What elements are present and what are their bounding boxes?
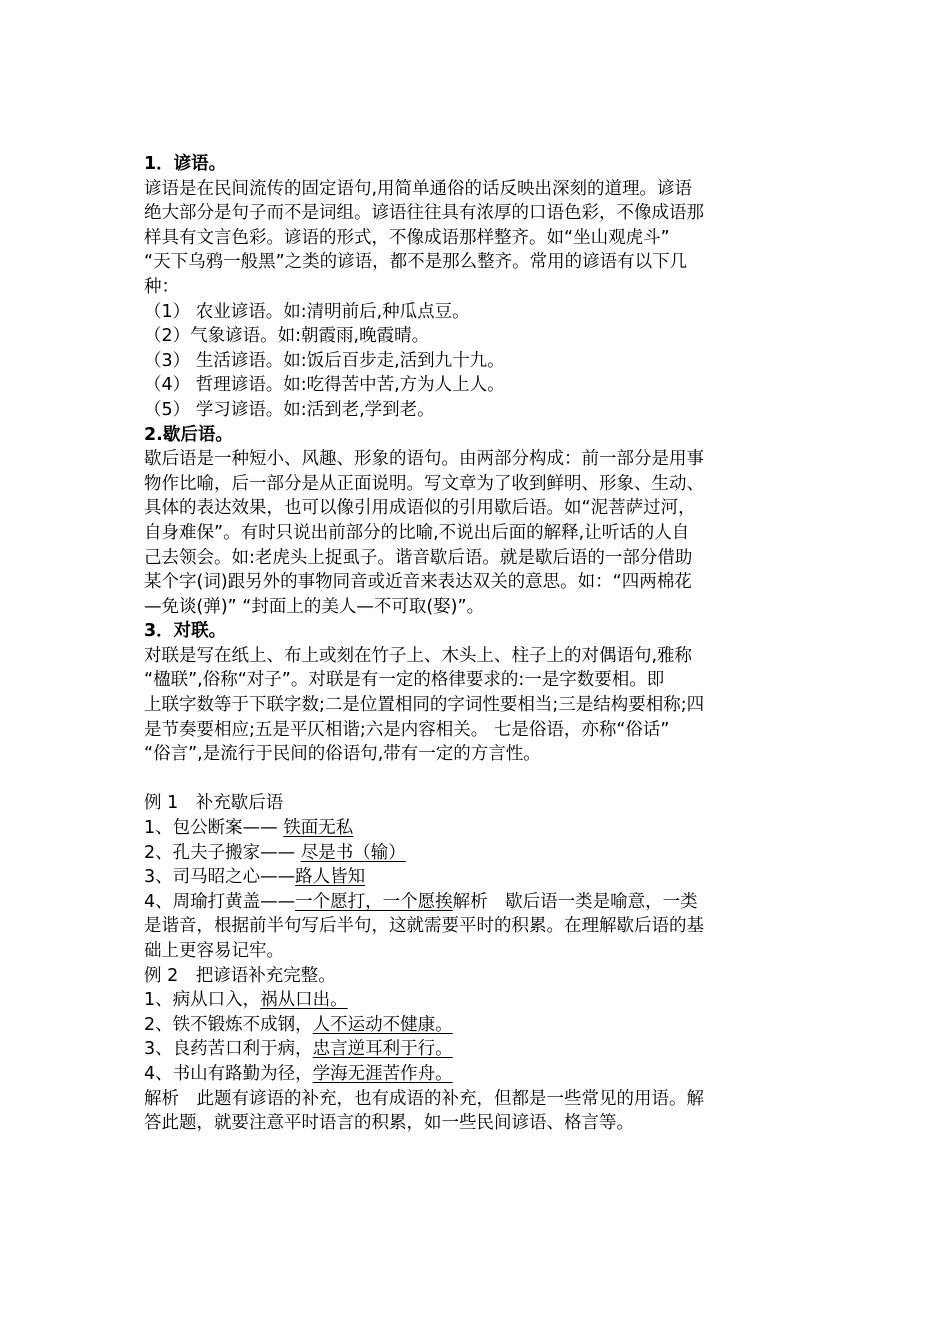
- paragraph-line: 己去领会。如:老虎头上捉虱子。谐音歇后语。就是歇后语的一部分借助: [144, 547, 693, 568]
- item-prefix: 2、铁不锻炼不成钢，: [144, 1014, 313, 1035]
- item-prefix: 3、司马昭之心——: [144, 867, 296, 888]
- analysis-line: 解析 此题有谚语的补充，也有成语的补充，但都是一些常见的用语。解: [144, 1088, 704, 1109]
- blank-line: [144, 767, 812, 792]
- list-item: （5） 学习谚语。如:活到老,学到老。: [144, 399, 435, 420]
- example-1-item: [144, 865, 812, 890]
- paragraph-line: 歇后语是一种短小、风趣、形象的语句。由两部分构成：前一部分是用事: [144, 449, 704, 470]
- item-answer: 忠言逆耳利于行。: [312, 1039, 453, 1060]
- paragraph-line: “楹联”,俗称“对子”。对联是有一定的格律要求的:一是字数要相。即: [144, 670, 665, 691]
- list-item: （3） 生活谚语。如:饭后百步走,活到九十九。: [144, 350, 505, 371]
- paragraph-line: 自身难保”。有时只说出前部分的比喻,不说出后面的解释,让听话的人自: [144, 522, 690, 543]
- example-2-item: [144, 1062, 812, 1087]
- item-answer: 人不运动不健康。: [312, 1014, 453, 1035]
- list-item: （2）气象谚语。如:朝霞雨,晚霞晴。: [144, 326, 430, 347]
- paragraph-line: 上联字数等于下联字数;二是位置相同的字词性要相当;三是结构要相称;四: [144, 695, 705, 716]
- example-2-item: [144, 1037, 812, 1062]
- section-heading-proverbs: 1．谚语。: [144, 154, 227, 174]
- paragraph-line: 某个字(词)跟另外的事物同音或近音来表达双关的意思。如：“四两棉花: [144, 572, 692, 593]
- item-prefix: 3、良药苦口利于病，: [144, 1039, 313, 1060]
- example-1-item: [144, 841, 812, 866]
- item-prefix: 4、书山有路勤为径，: [144, 1063, 313, 1084]
- example-1-item: [144, 890, 812, 915]
- item-answer: 学海无涯苦作舟。: [312, 1063, 453, 1084]
- paragraph-line: “天下乌鸦一般黑”之类的谚语，都不是那么整齐。常用的谚语有以下几: [144, 252, 688, 273]
- paragraph-line: 对联是写在纸上、布上或刻在竹子上、木头上、柱子上的对偶语句,雅称: [144, 645, 693, 666]
- paragraph-line: —免谈(弹)” “封面上的美人—不可取(娶)”。: [144, 596, 485, 617]
- item-answer: 一个愿打，一个愿挨: [295, 891, 453, 912]
- example-1-item: [144, 816, 812, 841]
- example-2-item: [144, 1013, 812, 1038]
- paragraph-line: 是谐音，根据前半句写后半句，这就需要平时的积累。在理解歇后语的基: [144, 916, 704, 937]
- list-item: （4） 哲理谚语。如:吃得苦中苦,方为人上人。: [144, 375, 505, 396]
- paragraph-line: 物作比喻，后一部分是从正面说明。写文章为了收到鲜明、形象、生动、: [144, 473, 704, 494]
- paragraph-line: 绝大部分是句子而不是词组。谚语往往具有浓厚的口语色彩，不像成语那: [144, 203, 704, 224]
- example-2-item: [144, 988, 812, 1013]
- section-heading-couplets: 3．对联。: [144, 621, 227, 642]
- paragraph-line: “俗言”,是流行于民间的俗语句,带有一定的方言性。: [144, 744, 541, 765]
- item-answer: 尽是书（输）: [300, 842, 406, 863]
- example-1-title: 例 1 补充歇后语: [144, 793, 284, 814]
- paragraph-line: 础上更容易记牢。: [144, 941, 284, 961]
- document-page: [144, 152, 812, 1136]
- section-heading-xiehouyu: 2.歇后语。: [144, 424, 233, 445]
- example-2-title: 例 2 把谚语补充完整。: [144, 965, 336, 986]
- paragraph-line: 种：: [144, 276, 179, 297]
- paragraph-line: 样具有文言色彩。谚语的形式，不像成语那样整齐。如“坐山观虎斗”: [144, 227, 670, 248]
- list-item: （1） 农业谚语。如:清明前后,种瓜点豆。: [144, 301, 470, 322]
- item-answer: 路人皆知: [295, 867, 366, 888]
- paragraph-line: 谚语是在民间流传的固定语句,用简单通俗的话反映出深刻的道理。谚语: [144, 178, 693, 199]
- item-prefix: 4、周瑜打黄盖——: [144, 891, 296, 912]
- paragraph-line: 具体的表达效果，也可以像引用成语似的引用歇后语。如“泥菩萨过河，: [144, 498, 696, 519]
- item-answer: 祸从口出。: [260, 990, 348, 1011]
- item-prefix: 1、包公断案——: [144, 818, 284, 839]
- item-prefix: 1、病从口入，: [144, 990, 261, 1011]
- item-prefix: 2、孔夫子搬家——: [144, 842, 301, 863]
- item-answer: 铁面无私: [283, 818, 354, 839]
- paragraph-line: 是节奏要相应;五是平仄相谐;六是内容相关。 七是俗语，亦称“俗话”: [144, 719, 670, 740]
- item-suffix: 解析 歇后语一类是喻意，一类: [452, 891, 698, 912]
- analysis-line: 答此题，就要注意平时语言的积累，如一些民间谚语、格言等。: [144, 1113, 634, 1134]
